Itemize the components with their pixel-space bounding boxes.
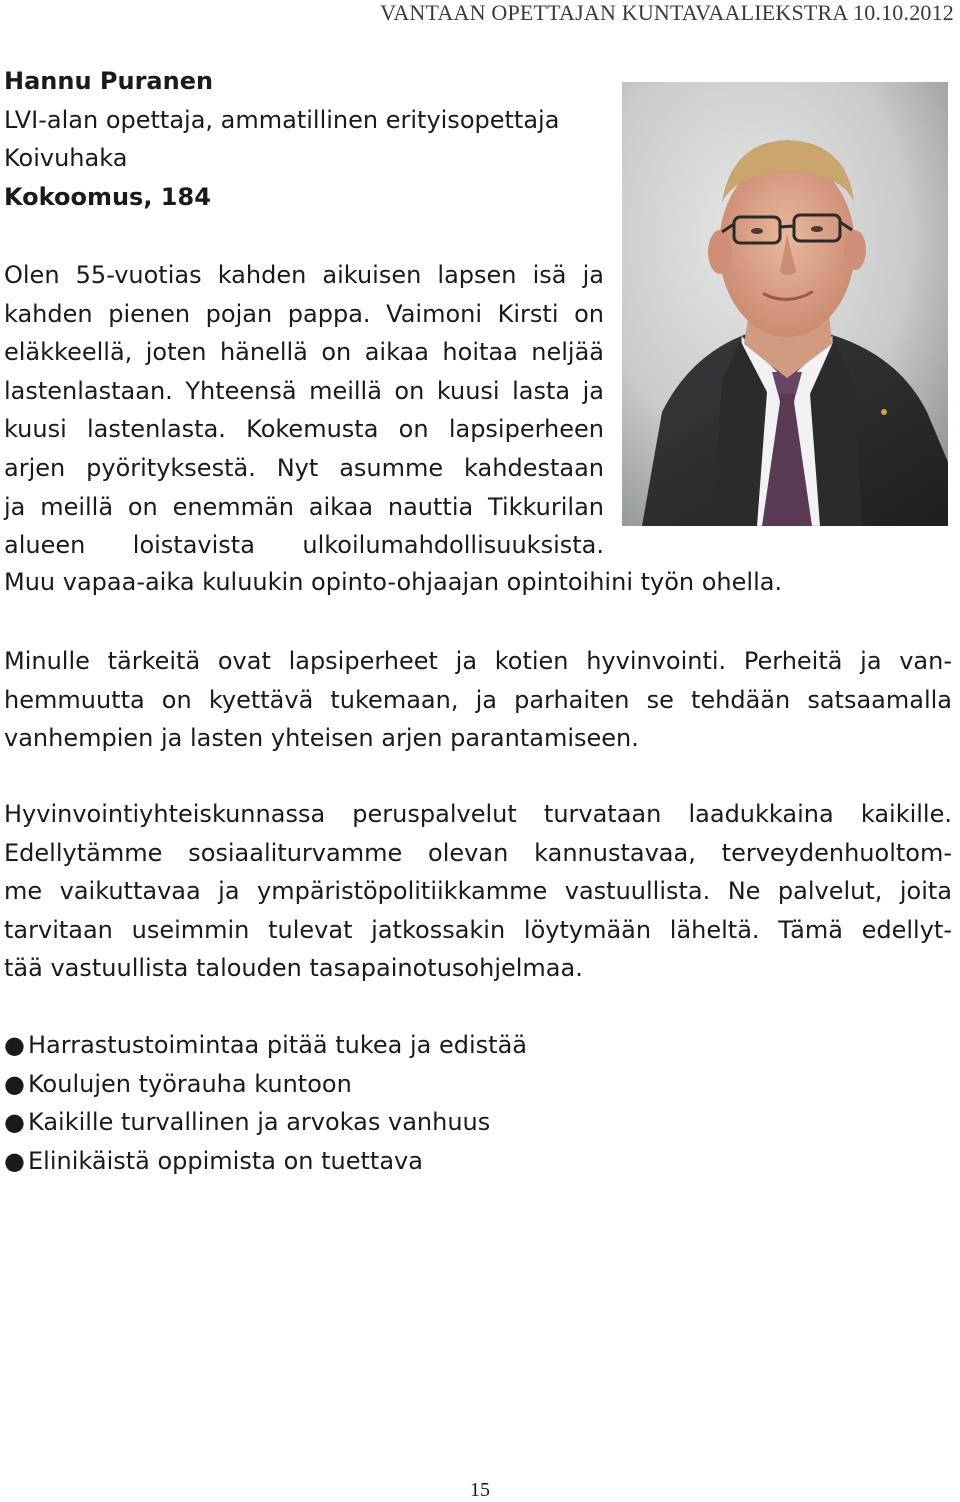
bullet-item <box>4 1142 527 1181</box>
paragraph-line: me vaikuttavaa ja ympäristöpolitiikkamme vastuullista. Ne palvelut, joita <box>4 877 952 906</box>
paragraph-line: Hyvinvointiyhteiskunnassa peruspalvelut turvataan laadukkaina kaikille. <box>4 800 952 828</box>
intro-line: kuusi lastenlasta. Kokemusta on lapsiperheen <box>4 415 604 444</box>
bullet-item <box>4 1026 527 1065</box>
paragraph-line: Minulle tärkeitä ovat lapsiperheet ja kotien hyvinvointi. Perheitä ja van- <box>4 647 952 675</box>
welfare-paragraph <box>4 795 952 988</box>
campaign-bullet-list <box>4 1026 527 1180</box>
intro-line: alueen loistavista ulkoilumahdollisuuksista. <box>4 531 604 560</box>
bullet-item <box>4 1103 527 1142</box>
bullet-item <box>4 1065 527 1104</box>
bullet-text: Kaikille turvallinen ja arvokas vanhuus <box>28 1108 491 1137</box>
bullet-text: Koulujen työrauha kuntoon <box>28 1069 352 1098</box>
bullet-dot-icon: ● <box>4 1146 25 1175</box>
intro-paragraph-last-line <box>4 563 952 602</box>
candidate-info <box>4 62 614 216</box>
candidate-photo <box>622 82 948 526</box>
candidate-location: Koivuhaka <box>4 144 128 172</box>
candidate-party-number: Kokoomus, 184 <box>4 182 211 211</box>
paragraph-line: tää vastuullista talouden tasapainotusohjelmaa. <box>4 954 583 983</box>
candidate-name: Hannu Puranen <box>4 67 214 95</box>
bullet-dot-icon: ● <box>4 1108 25 1137</box>
intro-line: lastenlastaan. Yhteensä meillä on kuusi lasta ja <box>4 376 604 405</box>
publication-header: VANTAAN OPETTAJAN KUNTAVAALIEKSTRA 10.10.2012 <box>380 0 954 25</box>
paragraph-line: vanhempien ja lasten yhteisen arjen parantamiseen. <box>4 724 639 753</box>
intro-line: eläkkeellä, joten hänellä on aikaa hoitaa neljää <box>4 338 604 367</box>
paragraph-line: hemmuutta on kyettävä tukemaan, ja parhaiten se tehdään satsaamalla <box>4 685 952 714</box>
bullet-text: Elinikäistä oppimista on tuettava <box>28 1146 423 1175</box>
intro-line: Olen 55-vuotias kahden aikuisen lapsen isä ja <box>4 261 604 289</box>
bullet-dot-icon: ● <box>4 1069 25 1098</box>
intro-line: ja meillä on enemmän aikaa nauttia Tikkurilan <box>4 492 604 521</box>
paragraph-line: Edellytämme sosiaaliturvamme olevan kannustavaa, terveydenhuoltom- <box>4 838 952 867</box>
intro-line: arjen pyörityksestä. Nyt asumme kahdestaan <box>4 453 604 482</box>
priorities-paragraph <box>4 642 952 758</box>
page-number: 15 <box>470 1479 490 1501</box>
intro-line: kahden pienen pojan pappa. Vaimoni Kirsti on <box>4 299 604 328</box>
candidate-profession: LVI-alan opettaja, ammatillinen erityisopettaja <box>4 105 560 134</box>
bullet-dot-icon: ● <box>4 1031 25 1059</box>
paragraph-line: tarvitaan useimmin tulevat jatkossakin löytymään läheltä. Tämä edellyt- <box>4 915 952 944</box>
intro-paragraph <box>4 256 604 565</box>
intro-line: Muu vapaa-aika kuluukin opinto-ohjaajan opintoihini työn ohella. <box>4 568 783 596</box>
bullet-text: Harrastustoimintaa pitää tukea ja edistää <box>28 1031 527 1059</box>
